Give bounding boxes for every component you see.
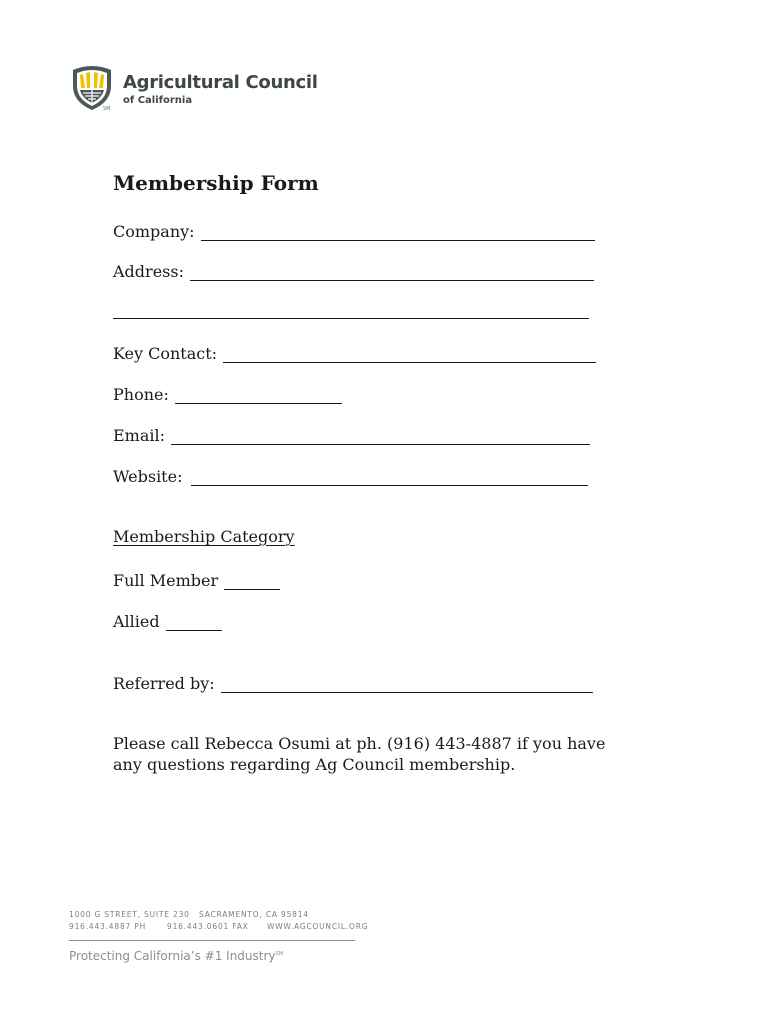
address-field [113,259,594,281]
street-address: 1000 G STREET, SUITE 230 [69,910,190,919]
organization-logo [69,62,318,114]
allied-label: Allied [113,612,160,631]
fax-number: 916.443.0601 FAX [167,922,249,931]
full-member-blank[interactable] [224,573,280,590]
membership-category-heading: Membership Category [113,527,295,546]
address-line-2-blank[interactable] [113,317,589,319]
full-member-option [113,568,280,590]
logo-trademark: SM [103,106,111,112]
email-label: Email: [113,426,166,445]
phone-field [113,382,342,404]
referred-by-field [113,671,593,693]
website-blank[interactable] [191,469,588,486]
referred-by-blank[interactable] [221,676,593,693]
address-line [69,910,368,922]
tagline-text: Protecting California’s #1 Industry [69,949,276,963]
website-url: WWW.AGCOUNCIL.ORG [267,922,369,931]
key-contact-field [113,341,596,363]
allied-option [113,609,222,631]
email-blank[interactable] [171,428,590,445]
phone-number: 916.443.4887 PH [69,922,147,931]
website-field [113,464,588,486]
website-label: Website: [113,467,183,486]
form-title: Membership Form [113,171,319,195]
phone-label: Phone: [113,385,169,404]
allied-blank[interactable] [166,614,222,631]
company-field [113,219,595,241]
key-contact-blank[interactable] [223,346,596,363]
full-member-label: Full Member [113,571,219,590]
city-state-zip: SACRAMENTO, CA 95814 [199,910,309,919]
company-label: Company: [113,222,195,241]
contact-note: Please call Rebecca Osumi at ph. (916) 443-4887 if you have any questions regarding Ag Council membership. [113,734,606,774]
footer-tagline [69,949,368,963]
tagline-service-mark: SM [275,951,284,957]
logo-subtitle: of California [123,95,193,106]
contact-line [69,922,368,934]
referred-by-label: Referred by: [113,674,215,693]
company-blank[interactable] [201,224,595,241]
email-field [113,423,590,445]
address-label: Address: [113,262,184,281]
shield-sun-icon [69,62,115,112]
address-blank[interactable] [190,264,594,281]
key-contact-label: Key Contact: [113,344,218,363]
phone-blank[interactable] [175,387,342,404]
footer-divider [69,940,355,941]
letterhead-footer [69,910,368,963]
logo-name: Agricultural Council [123,72,318,93]
